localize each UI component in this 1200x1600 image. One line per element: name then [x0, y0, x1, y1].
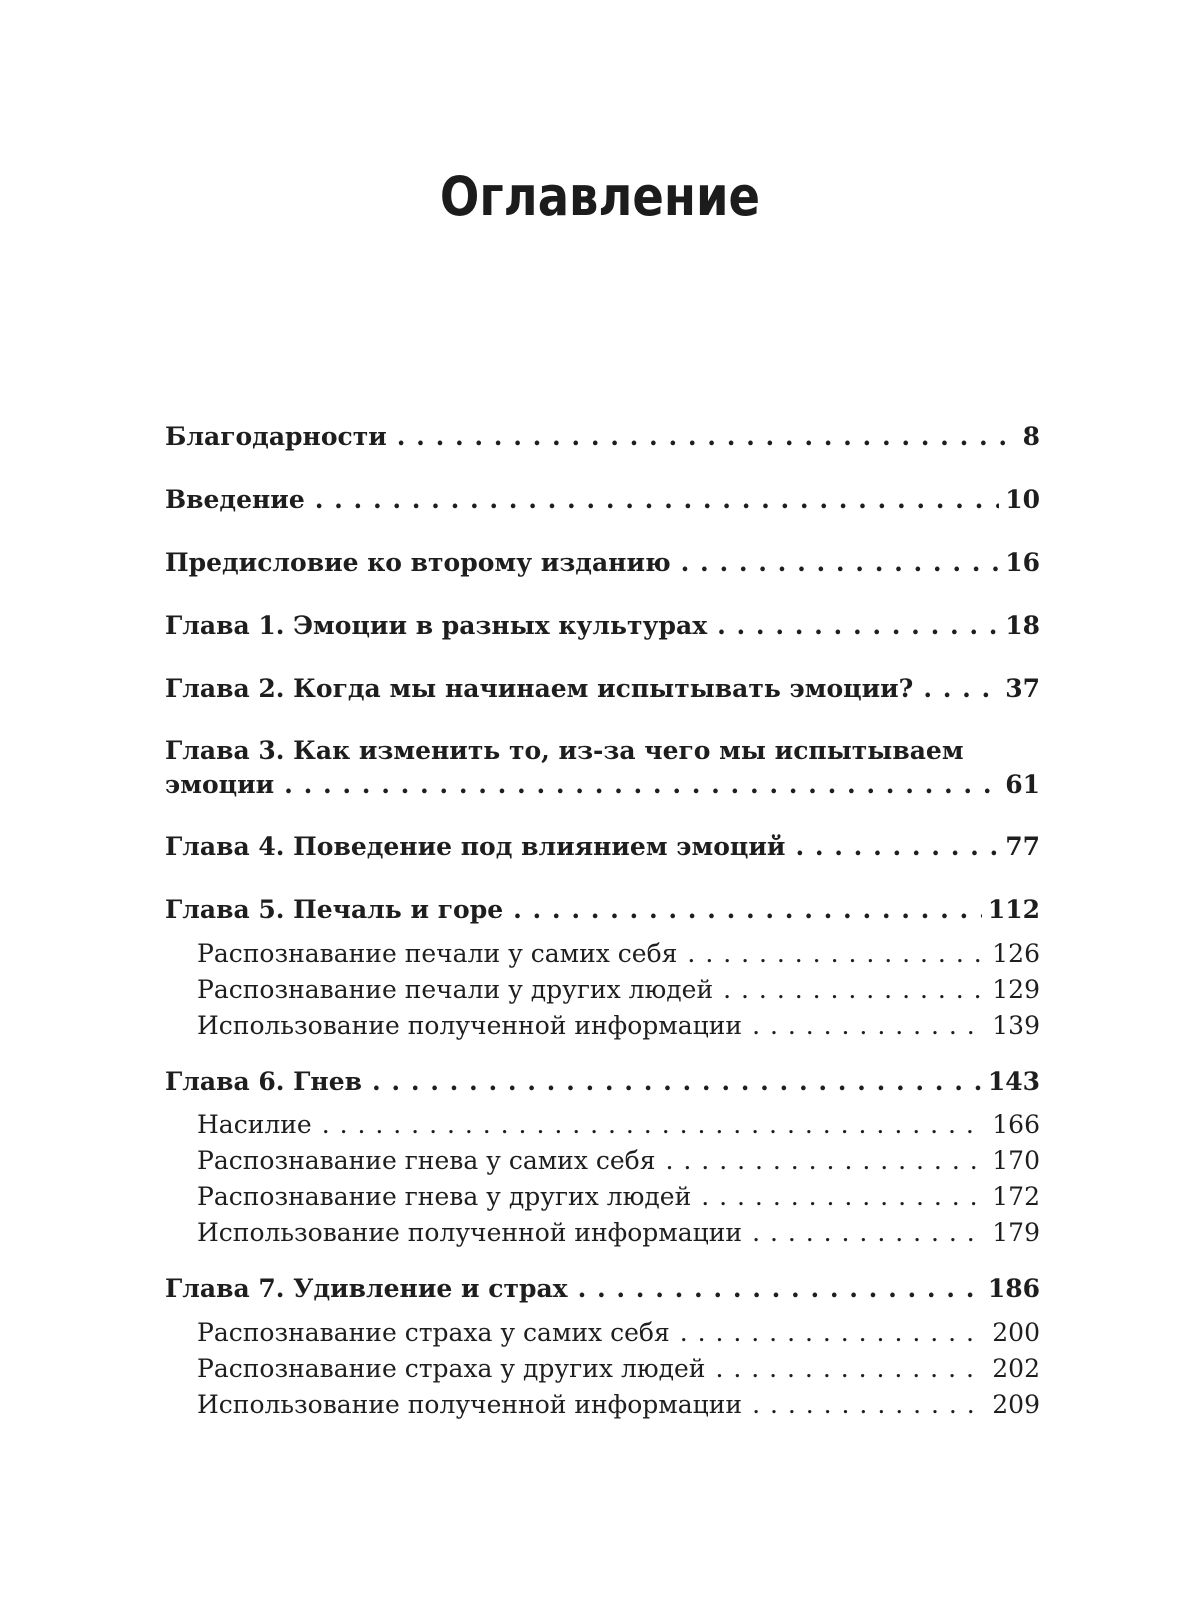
toc-entry-label: Благодарности	[165, 420, 397, 454]
dot-leader	[666, 1144, 987, 1178]
toc-page-number: 61	[999, 768, 1040, 802]
toc-entry-label: Предисловие ко второму изданию	[165, 546, 681, 580]
toc-entry-label: Использование полученной информации	[197, 1216, 752, 1250]
toc-entry-chapter-5	[165, 893, 1040, 927]
dot-leader	[680, 1316, 987, 1350]
toc-entry-preface	[165, 546, 1040, 580]
dot-leader	[284, 768, 999, 802]
dot-leader	[752, 1216, 986, 1250]
toc-page-number: 209	[986, 1388, 1040, 1422]
dot-leader	[717, 609, 999, 643]
toc-entry-label: Глава 2. Когда мы начинаем испытывать эмоции?	[165, 672, 923, 706]
dot-leader	[752, 1009, 986, 1043]
toc-page-number: 112	[982, 893, 1040, 927]
toc-entry-section	[197, 1180, 1040, 1214]
dot-leader	[752, 1388, 986, 1422]
toc-entry-label: Глава 6. Гнев	[165, 1065, 372, 1099]
toc-entry-label: Распознавание страха у самих себя	[197, 1316, 680, 1350]
toc-page-number: 202	[986, 1352, 1040, 1386]
toc-page-number: 77	[999, 830, 1040, 864]
toc-entry-label: Распознавание гнева у других людей	[197, 1180, 701, 1214]
dot-leader	[923, 672, 999, 706]
toc-page-number: 179	[986, 1216, 1040, 1250]
toc-page-number: 8	[1017, 420, 1040, 454]
toc-page-number: 37	[999, 672, 1040, 706]
toc-entry-label: Использование полученной информации	[197, 1388, 752, 1422]
toc-page-number: 170	[986, 1144, 1040, 1178]
dot-leader	[322, 1108, 987, 1142]
toc-page-number: 143	[982, 1065, 1040, 1099]
toc-entry-acknowledgements	[165, 420, 1040, 454]
toc-page-number: 126	[986, 937, 1040, 971]
dot-leader	[315, 483, 999, 517]
toc-entry-chapter-1	[165, 609, 1040, 643]
toc-entry-section	[197, 1108, 1040, 1142]
toc-entry-chapter-6	[165, 1065, 1040, 1099]
toc-entry-label: Распознавание гнева у самих себя	[197, 1144, 666, 1178]
toc-page-number: 10	[999, 483, 1040, 517]
dot-leader	[687, 937, 986, 971]
toc-entry-chapter-4	[165, 830, 1040, 864]
toc-entry-label: Распознавание страха у других людей	[197, 1352, 715, 1386]
dot-leader	[372, 1065, 982, 1099]
toc-entry-label: Распознавание печали у других людей	[197, 973, 723, 1007]
dot-leader	[513, 893, 982, 927]
toc-entry-label: Глава 5. Печаль и горе	[165, 893, 513, 927]
toc-page-number: 129	[986, 973, 1040, 1007]
toc-entry-label: Распознавание печали у самих себя	[197, 937, 687, 971]
toc-page-number: 16	[999, 546, 1040, 580]
dot-leader	[715, 1352, 986, 1386]
toc-entry-chapter-7	[165, 1272, 1040, 1306]
toc-page-number: 139	[986, 1009, 1040, 1043]
toc-entry-section	[197, 1144, 1040, 1178]
dot-leader	[795, 830, 999, 864]
toc-page-number: 166	[986, 1108, 1040, 1142]
toc-entry-label: эмоции	[165, 768, 284, 802]
toc-entry-label: Глава 7. Удивление и страх	[165, 1272, 578, 1306]
toc-entry-chapter-2	[165, 672, 1040, 706]
toc-entry-section	[197, 973, 1040, 1007]
toc-entry-section	[197, 937, 1040, 971]
toc-entry-label: Глава 4. Поведение под влиянием эмоций	[165, 830, 795, 864]
toc-entry-label: Использование полученной информации	[197, 1009, 752, 1043]
toc-entry-label: Глава 1. Эмоции в разных культурах	[165, 609, 717, 643]
toc-entry-section	[197, 1009, 1040, 1043]
toc-page-number: 172	[986, 1180, 1040, 1214]
dot-leader	[723, 973, 986, 1007]
toc-entry-chapter-3	[165, 734, 1040, 802]
toc-page-number: 200	[986, 1316, 1040, 1350]
dot-leader	[681, 546, 1000, 580]
page-title: Оглавление	[439, 165, 761, 228]
toc-entry-section	[197, 1216, 1040, 1250]
toc-entry-label-line1: Глава 3. Как изменить то, из-за чего мы испытываем	[165, 736, 964, 765]
toc-entry-introduction	[165, 483, 1040, 517]
toc-page-number: 186	[982, 1272, 1040, 1306]
dot-leader	[701, 1180, 986, 1214]
toc-entry-section	[197, 1316, 1040, 1350]
dot-leader	[578, 1272, 982, 1306]
toc-entry-section	[197, 1352, 1040, 1386]
dot-leader	[397, 420, 1017, 454]
toc-entry-label: Введение	[165, 483, 315, 517]
toc-entry-section	[197, 1388, 1040, 1422]
toc-page-number: 18	[999, 609, 1040, 643]
toc-entry-label: Насилие	[197, 1108, 322, 1142]
